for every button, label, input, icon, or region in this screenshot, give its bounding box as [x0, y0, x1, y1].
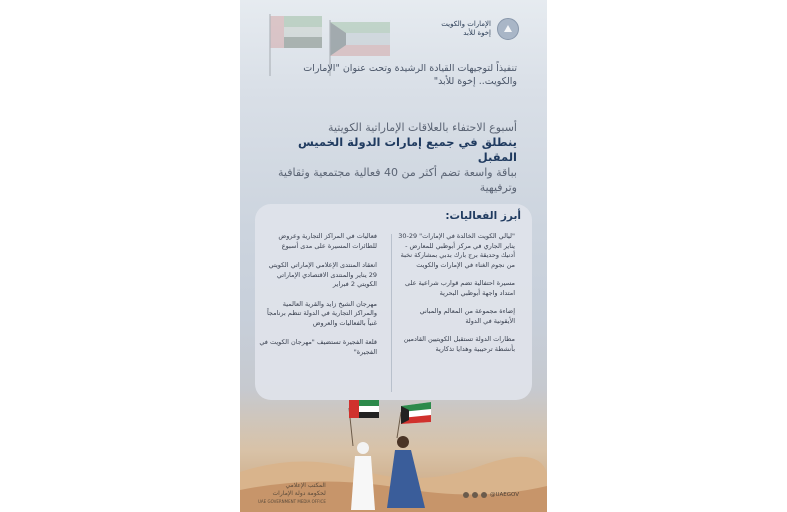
event-item: إضاءة مجموعة من المعالم والمباني الأيقونية في الدولة: [419, 307, 515, 325]
media-office-credit: [258, 482, 326, 506]
headline-line-3: بباقة واسعة تضم أكثر من 40 فعالية مجتمعية وثقافية وترفيهية: [278, 166, 517, 194]
event-item: "ليالي الكويت الخالدة في الإمارات" 29-30 يناير الجاري في مركز أبوظبي للمعارض - أدنيك وحديقة برج بارك بدبي بمشاركة نخبة من نجوم الغناء في الإمارات والكويت: [398, 232, 515, 269]
x-icon: [463, 492, 469, 498]
event-item: انعقاد المنتدى الإعلامي الإماراتي الكويتي 29 يناير والمنتدى الاقتصادي الإماراتي الكويتي 2 فبراير: [268, 261, 377, 288]
events-title: أبرز الفعاليات:: [445, 210, 521, 222]
events-column-left: [259, 232, 377, 367]
event-item: فعاليات في المراكز التجارية وعروض للطائرات المسيرة على مدى أسبوع: [278, 232, 377, 250]
instagram-icon: [472, 492, 478, 498]
youtube-icon: [481, 492, 487, 498]
media-office-line-3: UAE GOVERNMENT MEDIA OFFICE: [258, 499, 326, 504]
event-item: مهرجان الشيخ زايد والقرية العالمية والمراكز التجارية في الدولة تنظم برنامجاً غنياً بالفعاليات والعروض: [266, 299, 377, 327]
logo-line-2: إخوة للأبد: [463, 29, 491, 37]
handle-text: @UAEGOV: [489, 492, 519, 498]
event-item: قلعة الفجيرة تستضيف "مهرجان الكويت في الفجيرة": [259, 338, 377, 356]
intro-text: تنفيذاً لتوجيهات القيادة الرشيدة وتحت عنوان "الإمارات والكويت.. إخوة للأبد": [303, 63, 517, 87]
media-office-line-2: لحكومة دولة الإمارات: [272, 490, 326, 497]
logo-line-1: الإمارات والكويت: [441, 20, 491, 28]
logo: [441, 18, 519, 40]
event-item: مطارات الدولة تستقبل الكويتيين القادمين بأنشطة ترحيبية وهدايا تذكارية: [403, 335, 515, 353]
social-handle: [463, 492, 519, 498]
headline-line-1: أسبوع الاحتفاء بالعلاقات الإماراتية الكويتية: [328, 121, 517, 134]
headline: [257, 120, 517, 195]
events-column-right: [397, 232, 515, 363]
column-divider: [391, 234, 392, 392]
headline-line-2: ينطلق في جميع إمارات الدولة الخميس المقبل: [297, 135, 517, 164]
poster: [240, 0, 547, 512]
event-item: مسيرة احتفالية تضم قوارب شراعية على امتداد واجهة أبوظبي البحرية: [405, 279, 515, 297]
media-office-line-1: المكتب الإعلامي: [285, 482, 326, 489]
children-with-flags-icon: [335, 398, 455, 512]
logo-text: [441, 20, 491, 38]
emblem-icon: [497, 18, 519, 40]
